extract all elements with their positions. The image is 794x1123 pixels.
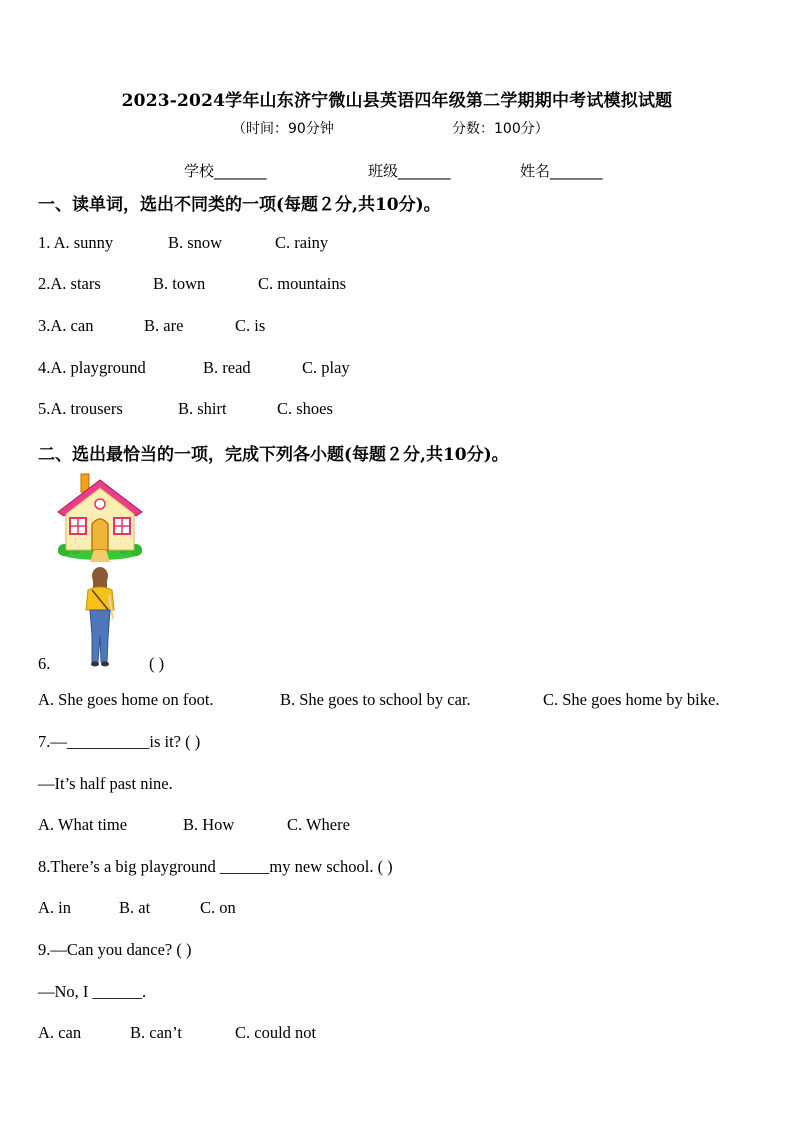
- q9-option-c: C. could not: [235, 1023, 317, 1042]
- q4-option-a: 4.A. playground: [38, 358, 146, 377]
- section-2-heading: 二、选出最恰当的一项，完成下列各小题(每题２分,共10分)。: [38, 445, 509, 465]
- page-title: 2023-2024学年山东济宁微山县英语四年级第二学期期中考试模拟试题: [121, 91, 673, 111]
- house-illustration: [54, 472, 146, 569]
- q7-option-a: A. What time: [38, 815, 128, 834]
- q4-option-c: C. play: [302, 358, 350, 377]
- q5-option-b: B. shirt: [178, 399, 227, 418]
- q6-option-b: B. She goes to school by car.: [280, 690, 471, 709]
- section-1-heading: 一、读单词，选出不同类的一项(每题２分,共10分)。: [38, 195, 441, 215]
- q3-option-c: C. is: [235, 316, 266, 335]
- q1-option-a: 1. A. sunny: [38, 233, 114, 252]
- q8-option-a: A. in: [38, 898, 71, 917]
- school-field: 学校_______: [184, 162, 267, 180]
- q7-dialogue: —It’s half past nine.: [38, 774, 173, 793]
- q1-option-c: C. rainy: [275, 233, 329, 252]
- q7-option-c: C. Where: [287, 815, 350, 834]
- q7-question: 7.—__________is it? ( ): [38, 732, 201, 751]
- q6-option-c: C. She goes home by bike.: [543, 690, 720, 709]
- q8-question: 8.There’s a big playground ______my new school. ( ): [38, 857, 393, 876]
- q6-option-a: A. She goes home on foot.: [38, 690, 214, 709]
- q6-answer-bracket: ( ): [149, 654, 165, 673]
- q2-option-b: B. town: [153, 274, 206, 293]
- q9-dialogue: —No, I ______.: [38, 982, 147, 1001]
- q1-option-b: B. snow: [168, 233, 223, 252]
- q9-option-a: A. can: [38, 1023, 82, 1042]
- q8-option-c: C. on: [200, 898, 236, 917]
- q9-question: 9.—Can you dance? ( ): [38, 940, 192, 959]
- q5-option-c: C. shoes: [277, 399, 333, 418]
- q2-option-c: C. mountains: [258, 274, 347, 293]
- exam-time: （时间：90分钟: [232, 121, 334, 137]
- q9-option-b: B. can’t: [130, 1023, 182, 1042]
- q5-option-a: 5.A. trousers: [38, 399, 123, 418]
- q3-option-a: 3.A. can: [38, 316, 94, 335]
- class-field: 班级_______: [368, 162, 451, 180]
- q3-option-b: B. are: [144, 316, 184, 335]
- q8-option-b: B. at: [119, 898, 151, 917]
- q6-number: 6.: [38, 654, 51, 673]
- q4-option-b: B. read: [203, 358, 251, 377]
- exam-score: 分数：100分）: [452, 121, 549, 137]
- girl-illustration: [80, 566, 120, 675]
- q7-option-b: B. How: [183, 815, 235, 834]
- q2-option-a: 2.A. stars: [38, 274, 101, 293]
- name-field: 姓名_______: [520, 162, 603, 180]
